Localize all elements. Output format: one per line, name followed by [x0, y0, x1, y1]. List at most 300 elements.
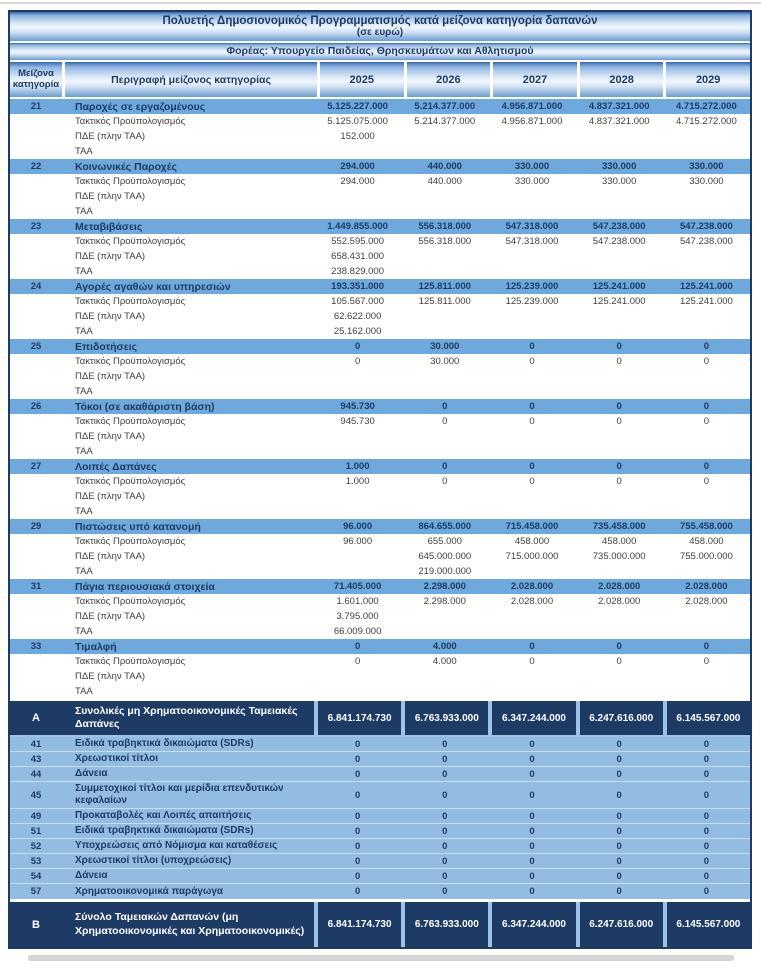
financial-row-value: 0: [354, 810, 361, 822]
category-total-value: 0: [529, 341, 535, 352]
funding-source-value: 458.000: [602, 536, 637, 547]
financial-row-value: 0: [703, 753, 710, 765]
category-total-value: 440.000: [427, 161, 462, 172]
category-total-value: 755.458.000: [679, 521, 733, 532]
financial-row-value: 0: [703, 855, 710, 867]
financial-row-code: 51: [30, 825, 42, 837]
financial-row-value: 0: [442, 738, 448, 750]
funding-source-label: ΤΑΑ: [75, 206, 93, 217]
category-total-value: 0: [354, 341, 361, 352]
financial-row-value: 0: [529, 886, 535, 897]
funding-source-value: 96.000: [343, 536, 373, 547]
financial-row-label: Υποχρεώσεις από Νόμισμα και καταθέσεις: [75, 840, 278, 851]
category-label: Πάγια περιουσιακά στοιχεία: [75, 580, 215, 593]
summary-label: Συνολικές μη Χρηματοοικονομικές Ταμειακές Δαπάνες: [75, 704, 298, 730]
cat-row: [10, 339, 750, 354]
financial-row-value: 0: [616, 753, 622, 765]
funding-source-label: Τακτικός Προϋπολογισμός: [75, 236, 186, 247]
funding-source-label: ΤΑΑ: [75, 326, 93, 337]
funding-source-value: 645.000.000: [418, 551, 472, 562]
category-total-value: 2.028.000: [598, 581, 641, 592]
category-code: 26: [30, 401, 42, 412]
financial-row-value: 0: [442, 753, 448, 765]
category-code: 25: [30, 341, 42, 352]
financial-row-code: 53: [30, 855, 42, 867]
category-label: Πιστώσεις υπό κατανομή: [75, 520, 201, 533]
funding-source-value: 294.000: [340, 176, 375, 187]
financial-row-value: 0: [616, 886, 622, 897]
financial-row-value: 0: [354, 768, 361, 780]
summary-value: 6.347.244.000: [488, 902, 575, 947]
funding-source-value: 25.162.000: [333, 326, 382, 337]
sub-row: [10, 129, 750, 144]
funding-source-value: 219.000.000: [418, 566, 472, 577]
funding-source-value: 945.730: [340, 416, 375, 427]
financial-row-value: 0: [354, 738, 361, 750]
fin-row: [10, 869, 750, 884]
financial-row-value: 0: [442, 768, 448, 780]
funding-source-value: 1.601.000: [336, 596, 379, 607]
category-total-value: 0: [616, 461, 622, 472]
category-total-value: 0: [616, 341, 622, 352]
category-code: 31: [30, 581, 42, 592]
funding-source-value: 5.214.377.000: [414, 116, 476, 127]
category-total-value: 193.351.000: [331, 281, 385, 292]
sub-row: [10, 249, 750, 264]
sub-row: [10, 624, 750, 639]
funding-source-value: 0: [616, 656, 622, 667]
sub-row: [10, 474, 750, 489]
funding-source-value: 0: [442, 476, 448, 487]
category-total-value: 715.458.000: [505, 521, 559, 532]
page-title: Πολυετής Δημοσιονομικός Προγραμματισμός κατά μείζονα κατηγορία δαπανών: [162, 15, 598, 27]
financial-row-value: 0: [703, 840, 710, 852]
financial-row-value: 0: [529, 753, 535, 765]
financial-row-value: 0: [616, 825, 622, 837]
sub-row: [10, 444, 750, 459]
funding-source-value: 556.318.000: [418, 236, 472, 247]
table-title-band: [10, 12, 750, 41]
category-code: 21: [30, 101, 42, 112]
category-total-value: 547.238.000: [592, 221, 646, 232]
financial-row-value: 0: [354, 789, 361, 801]
financial-row-value: 0: [354, 886, 361, 897]
category-total-value: 125.241.000: [679, 281, 733, 292]
funding-source-value: 0: [529, 476, 535, 487]
category-total-value: 4.715.272.000: [676, 101, 737, 112]
sub-row: [10, 144, 750, 159]
funding-source-value: 4.837.321.000: [588, 116, 650, 127]
funding-source-value: 547.238.000: [592, 236, 646, 247]
category-code: 22: [30, 161, 42, 172]
summary-value: 6.841.174.730: [314, 902, 401, 947]
financial-row-value: 0: [529, 825, 535, 837]
financial-row-value: 0: [616, 855, 622, 867]
financial-row-code: 54: [30, 870, 42, 882]
cat-row: [10, 579, 750, 594]
financial-row-value: 0: [354, 753, 361, 765]
funding-source-label: ΠΔΕ (πλην ΤΑΑ): [75, 371, 146, 382]
category-label: Παροχές σε εργαζομένους: [75, 100, 206, 113]
financial-row-value: 0: [529, 840, 535, 852]
summary-value: 6.145.567.000: [663, 902, 750, 947]
funding-source-value: 152.000: [340, 131, 375, 142]
column-header-year-2025: 2025: [320, 62, 404, 97]
expenditure-categories-section: [10, 99, 750, 699]
funding-source-value: 4.956.871.000: [501, 116, 563, 127]
sub-row: [10, 369, 750, 384]
financial-row-label: Συμμετοχικοί τίτλοι και μερίδια επενδυτικών κεφαλαίων: [75, 783, 284, 806]
sub-row: [10, 564, 750, 579]
fin-row: [10, 824, 750, 839]
financial-row-value: 0: [354, 825, 361, 837]
fin-row: [10, 752, 750, 767]
column-header-description: Περιγραφή μείζονος κατηγορίας: [65, 62, 317, 97]
column-header-year-2028: 2028: [580, 62, 664, 97]
financial-row-value: 0: [616, 789, 622, 801]
category-total-value: 0: [529, 641, 535, 652]
financial-row-value: 0: [703, 789, 710, 801]
funding-source-value: 655.000: [427, 536, 462, 547]
column-header-year-2026: 2026: [407, 62, 491, 97]
cat-row: [10, 639, 750, 654]
financial-row-value: 0: [703, 825, 710, 837]
funding-source-label: ΠΔΕ (πλην ΤΑΑ): [75, 611, 146, 622]
funding-source-label: ΠΔΕ (πλην ΤΑΑ): [75, 131, 146, 142]
category-total-value: 0: [616, 641, 622, 652]
sub-row: [10, 489, 750, 504]
funding-source-value: 1.000: [345, 476, 370, 487]
financial-row-code: 52: [30, 840, 42, 852]
summary-value: 6.763.933.000: [401, 701, 488, 735]
category-code: 27: [30, 461, 42, 472]
category-total-value: 125.239.000: [505, 281, 559, 292]
funding-source-label: ΠΔΕ (πλην ΤΑΑ): [75, 551, 146, 562]
category-total-value: 4.956.871.000: [501, 101, 563, 112]
funding-source-value: 0: [529, 356, 535, 367]
financial-row-value: 0: [616, 768, 622, 780]
funding-source-label: ΠΔΕ (πλην ΤΑΑ): [75, 491, 146, 502]
funding-source-value: 330.000: [689, 176, 724, 187]
funding-source-value: 735.000.000: [592, 551, 646, 562]
funding-source-label: Τακτικός Προϋπολογισμός: [75, 176, 186, 187]
funding-source-label: Τακτικός Προϋπολογισμός: [75, 536, 186, 547]
funding-source-value: 458.000: [689, 536, 724, 547]
funding-source-label: Τακτικός Προϋπολογισμός: [75, 356, 186, 367]
financial-row-code: 43: [30, 753, 42, 765]
funding-source-value: 2.028.000: [510, 596, 554, 607]
funding-source-value: 62.622.000: [333, 311, 382, 322]
category-total-value: 5.125.227.000: [327, 101, 388, 112]
currency-unit-label: (σε ευρώ): [356, 27, 404, 38]
cat-row: [10, 399, 750, 414]
funding-source-value: 238.829.000: [331, 266, 385, 277]
category-label: Επιδοτήσεις: [75, 340, 138, 353]
category-total-value: 330.000: [602, 161, 637, 172]
financial-row-value: 0: [703, 870, 710, 882]
cat-row: [10, 459, 750, 474]
category-total-value: 1.449.855.000: [327, 221, 388, 232]
funding-source-label: ΤΑΑ: [75, 686, 93, 697]
funding-source-value: 125.241.000: [679, 296, 733, 307]
funding-source-value: 0: [354, 656, 361, 667]
category-total-value: 330.000: [514, 161, 550, 172]
category-total-value: 945.730: [340, 401, 375, 412]
category-total-value: 0: [703, 461, 710, 472]
funding-source-value: 0: [442, 416, 448, 427]
category-code: 23: [30, 221, 42, 232]
financial-row-value: 0: [703, 768, 710, 780]
category-total-value: 735.458.000: [592, 521, 646, 532]
category-total-value: 0: [529, 461, 535, 472]
funding-source-value: 552.595.000: [331, 236, 385, 247]
funding-source-value: 0: [616, 476, 622, 487]
category-total-value: 0: [616, 401, 622, 412]
sub-row: [10, 174, 750, 189]
funding-source-value: 2.028.000: [598, 596, 641, 607]
financial-row-value: 0: [529, 789, 535, 801]
funding-source-label: Τακτικός Προϋπολογισμός: [75, 656, 186, 667]
sub-row: [10, 294, 750, 309]
funding-source-label: Τακτικός Προϋπολογισμός: [75, 596, 186, 607]
funding-source-label: ΠΔΕ (πλην ΤΑΑ): [75, 671, 146, 682]
funding-source-value: 0: [703, 476, 710, 487]
funding-source-value: 0: [703, 356, 710, 367]
financial-row-value: 0: [616, 840, 622, 852]
sub-row: [10, 354, 750, 369]
financial-row-value: 0: [354, 855, 361, 867]
financial-row-label: Δάνεια: [75, 768, 108, 779]
sub-row: [10, 534, 750, 549]
category-total-value: 0: [703, 341, 710, 352]
summary-value: 6.247.616.000: [576, 701, 663, 735]
summary-value: 6.841.174.730: [314, 701, 401, 735]
category-total-value: 2.028.000: [510, 581, 554, 592]
category-code: 33: [30, 641, 42, 652]
category-total-value: 125.811.000: [418, 281, 471, 292]
fin-row: [10, 782, 750, 809]
financial-row-value: 0: [616, 738, 622, 750]
summary-row-a: [10, 701, 750, 737]
category-total-value: 30.000: [430, 341, 460, 352]
funding-source-label: ΠΔΕ (πλην ΤΑΑ): [75, 311, 146, 322]
sub-row: [10, 669, 750, 684]
category-total-value: 71.405.000: [333, 581, 382, 592]
financial-row-label: Χρεωστικοί τίτλοι: [75, 753, 159, 764]
financial-row-code: 45: [30, 789, 42, 801]
funding-source-value: 4.000: [432, 656, 457, 667]
sub-row: [10, 309, 750, 324]
funding-source-label: ΤΑΑ: [75, 266, 93, 277]
category-total-value: 864.655.000: [418, 521, 472, 532]
funding-source-label: ΠΔΕ (πλην ΤΑΑ): [75, 431, 146, 442]
financial-row-value: 0: [703, 810, 710, 822]
funding-source-value: 0: [703, 656, 710, 667]
financial-rows-section: [10, 737, 750, 899]
category-total-value: 4.837.321.000: [588, 101, 650, 112]
fin-row: [10, 767, 750, 782]
funding-source-value: 0: [354, 356, 361, 367]
financial-row-label: Δάνεια: [75, 870, 108, 881]
financial-row-value: 0: [442, 825, 448, 837]
category-total-value: 0: [354, 641, 361, 652]
funding-source-label: ΤΑΑ: [75, 386, 93, 397]
financial-row-value: 0: [529, 855, 535, 867]
sub-row: [10, 234, 750, 249]
funding-source-label: ΤΑΑ: [75, 506, 93, 517]
category-code: 24: [30, 281, 42, 292]
agency-band: [10, 43, 750, 60]
funding-source-label: Τακτικός Προϋπολογισμός: [75, 416, 186, 427]
financial-row-value: 0: [442, 810, 448, 822]
funding-source-value: 330.000: [602, 176, 637, 187]
funding-source-value: 30.000: [430, 356, 460, 367]
category-label: Αγορές αγαθών και υπηρεσιών: [75, 280, 231, 293]
financial-row-value: 0: [529, 738, 535, 750]
sub-row: [10, 429, 750, 444]
financial-row-label: Προκαταβολές και Λοιπές απαιτήσεις: [75, 810, 252, 821]
financial-row-label: Ειδικά τραβηκτικά δικαιώματα (SDRs): [75, 738, 254, 749]
funding-source-label: ΤΑΑ: [75, 566, 93, 577]
financial-row-value: 0: [529, 768, 535, 780]
sub-row: [10, 114, 750, 129]
summary-value: 6.763.933.000: [401, 902, 488, 947]
funding-source-value: 2.298.000: [423, 596, 466, 607]
financial-row-value: 0: [354, 870, 361, 882]
sub-row: [10, 324, 750, 339]
funding-source-value: 125.811.000: [418, 296, 471, 307]
cat-row: [10, 99, 750, 114]
fin-row: [10, 809, 750, 824]
fin-row: [10, 737, 750, 752]
cat-row: [10, 219, 750, 234]
sub-row: [10, 549, 750, 564]
financial-row-value: 0: [529, 870, 535, 882]
funding-source-value: 658.431.000: [331, 251, 385, 262]
category-total-value: 1.000: [345, 461, 370, 472]
financial-row-value: 0: [442, 870, 448, 882]
category-total-value: 0: [703, 641, 710, 652]
sub-row: [10, 189, 750, 204]
column-header-category-code: Μείζονα κατηγορία: [10, 62, 62, 97]
funding-source-value: 4.715.272.000: [676, 116, 737, 127]
category-label: Λοιπές Δαπάνες: [75, 460, 157, 473]
cat-row: [10, 519, 750, 534]
funding-source-value: 0: [616, 356, 622, 367]
financial-row-code: 41: [30, 738, 42, 750]
financial-row-value: 0: [442, 886, 448, 897]
category-total-value: 0: [703, 401, 710, 412]
sub-row: [10, 609, 750, 624]
funding-source-value: 125.239.000: [505, 296, 559, 307]
funding-source-value: 66.009.000: [333, 626, 382, 637]
summary-value: 6.145.567.000: [663, 701, 750, 735]
page-bottom-scroll-edge: [28, 955, 734, 961]
funding-source-value: 0: [529, 416, 535, 427]
funding-source-label: Τακτικός Προϋπολογισμός: [75, 116, 186, 127]
financial-row-value: 0: [703, 886, 710, 897]
funding-source-value: 458.000: [514, 536, 550, 547]
financial-row-code: 44: [30, 768, 42, 780]
category-total-value: 0: [529, 401, 535, 412]
category-total-value: 2.028.000: [685, 581, 728, 592]
cat-row: [10, 159, 750, 174]
financial-row-label: Ειδικά τραβηκτικά δικαιώματα (SDRs): [75, 825, 254, 836]
column-header-year-2029: 2029: [666, 62, 750, 97]
financial-row-value: 0: [442, 855, 448, 867]
sub-row: [10, 384, 750, 399]
sub-row: [10, 594, 750, 609]
funding-source-value: 5.125.075.000: [327, 116, 388, 127]
funding-source-value: 547.318.000: [505, 236, 559, 247]
financial-row-value: 0: [442, 840, 448, 852]
funding-source-value: 440.000: [427, 176, 462, 187]
fin-row: [10, 839, 750, 854]
funding-source-value: 2.028.000: [685, 596, 728, 607]
sub-row: [10, 414, 750, 429]
summary-code: A: [32, 712, 40, 724]
funding-source-value: 105.567.000: [331, 296, 385, 307]
summary-value: 6.347.244.000: [488, 701, 575, 735]
financial-row-value: 0: [529, 810, 535, 822]
sub-row: [10, 684, 750, 699]
funding-source-value: 330.000: [514, 176, 550, 187]
funding-source-label: Τακτικός Προϋπολογισμός: [75, 296, 186, 307]
financial-row-value: 0: [354, 840, 361, 852]
sub-row: [10, 204, 750, 219]
funding-source-label: ΤΑΑ: [75, 626, 93, 637]
fin-row: [10, 854, 750, 869]
sub-row: [10, 654, 750, 669]
funding-source-value: 0: [616, 416, 622, 427]
summary-code: B: [32, 918, 40, 931]
category-total-value: 5.214.377.000: [414, 101, 476, 112]
funding-source-value: 0: [529, 656, 535, 667]
funding-source-value: 125.241.000: [592, 296, 646, 307]
financial-row-code: 49: [30, 810, 42, 822]
financial-row-value: 0: [442, 789, 448, 801]
category-total-value: 2.298.000: [423, 581, 466, 592]
sub-row: [10, 264, 750, 279]
category-label: Κοινωνικές Παροχές: [75, 160, 177, 173]
funding-source-value: 0: [703, 416, 710, 427]
summary-row-b: [10, 902, 750, 947]
category-total-value: 330.000: [689, 161, 724, 172]
category-total-value: 0: [442, 461, 448, 472]
funding-source-label: Τακτικός Προϋπολογισμός: [75, 476, 186, 487]
category-total-value: 556.318.000: [418, 221, 472, 232]
financial-row-code: 57: [30, 886, 42, 897]
column-header-year-2027: 2027: [493, 62, 577, 97]
funding-source-value: 547.238.000: [679, 236, 733, 247]
table-header-row: [10, 62, 750, 97]
financial-row-value: 0: [616, 810, 622, 822]
financial-row-label: Χρηματοοικονομικά παράγωγα: [75, 885, 224, 897]
funding-source-value: 3.795.000: [336, 611, 379, 622]
category-label: Μεταβιβάσεις: [75, 220, 143, 233]
sub-row: [10, 504, 750, 519]
category-total-value: 96.000: [343, 521, 373, 532]
page-top-edge: [0, 2, 761, 4]
category-total-value: 547.318.000: [505, 221, 559, 232]
funding-source-label: ΤΑΑ: [75, 146, 93, 157]
agency-label: Φορέας: Υπουργείο Παιδείας, Θρησκευμάτων και Αθλητισμού: [226, 45, 534, 57]
fiscal-programming-table: [8, 10, 752, 949]
financial-row-label: Χρεωστικοί τίτλοι (υποχρεώσεις): [75, 855, 232, 866]
category-total-value: 125.241.000: [592, 281, 646, 292]
category-label: Τιμαλφή: [75, 640, 117, 653]
category-label: Τόκοι (σε ακαθάριστη βάση): [75, 400, 215, 413]
